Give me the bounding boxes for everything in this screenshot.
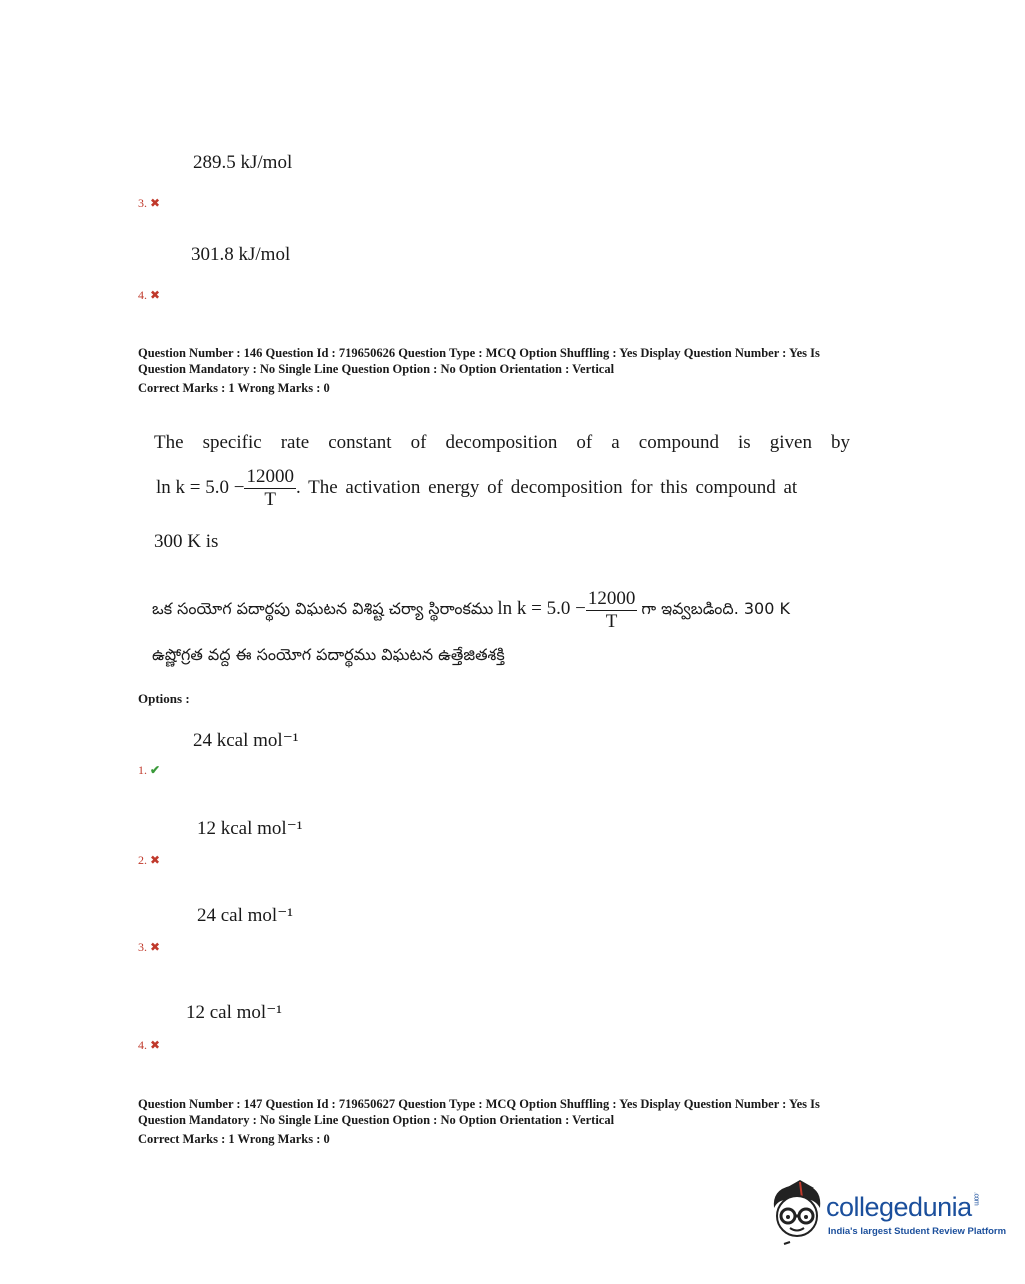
fraction-numerator: 12000 — [246, 466, 294, 487]
fraction-numerator: 12000 — [587, 588, 636, 609]
logo-name: collegedunia — [826, 1192, 972, 1222]
correct-check-icon: ✔ — [150, 763, 161, 777]
question-146-meta — [138, 345, 898, 396]
logo-tagline: India's largest Student Review Platform — [828, 1226, 1007, 1237]
fraction-denominator: T — [264, 489, 277, 510]
option-number: 2. — [138, 853, 147, 867]
meta-line-2: Question Mandatory : No Single Line Question Option : No Option Orientation : Vertical — [138, 1113, 615, 1127]
telugu-fraction — [586, 588, 638, 633]
wrong-mark-icon: ✖ — [150, 288, 161, 302]
telugu-text-b: గా ఇవ్వబడింది. 300 K — [641, 599, 790, 619]
option-2-number — [138, 853, 160, 868]
fraction-denominator: T — [605, 611, 618, 632]
collegedunia-logo — [768, 1178, 1007, 1248]
option-number: 1. — [138, 763, 147, 777]
meta-line-3: Correct Marks : 1 Wrong Marks : 0 — [138, 1132, 330, 1146]
wrong-mark-icon: ✖ — [150, 196, 161, 210]
meta-line-2: Question Mandatory : No Single Line Question Option : No Option Orientation : Vertical — [138, 362, 615, 376]
option-number: 4. — [138, 288, 147, 302]
wrong-mark-icon: ✖ — [150, 940, 161, 954]
option-2-text: 12 kcal mol⁻¹ — [197, 818, 303, 839]
question-english-line-2 — [156, 466, 856, 511]
question-telugu-line-1 — [152, 588, 872, 633]
option-1-number — [138, 763, 160, 778]
question-147-meta — [138, 1096, 898, 1147]
option-number: 3. — [138, 940, 147, 954]
question-telugu-line-2: ఉష్ణోగ్రత వద్ద ఈ సంయోగ పదార్థము విఘటన ఉత్తేజితశక్తి — [152, 645, 505, 664]
option-1-text: 24 kcal mol⁻¹ — [193, 730, 299, 751]
student-mascot-icon — [768, 1178, 826, 1248]
option-number: 4. — [138, 1038, 147, 1052]
option-4-text: 12 cal mol⁻¹ — [186, 1002, 282, 1023]
meta-line-1: Question Number : 146 Question Id : 719650626 Question Type : MCQ Option Shuffling : Yes Display Question Number : Yes Is — [138, 346, 820, 360]
fraction — [244, 466, 296, 511]
question-english-line-1: The specific rate constant of decomposition of a compound is given by — [154, 432, 850, 453]
option-3-number — [138, 940, 160, 955]
logo-wordmark — [826, 1192, 980, 1223]
prev-option-4-number — [138, 288, 160, 303]
wrong-mark-icon: ✖ — [150, 853, 161, 867]
telugu-text-a: ఒక సంయోగ పదార్థపు విఘటన విశిష్ట చర్యా స్థిరాంకము — [152, 599, 494, 619]
logo-suffix: .com — [972, 1192, 980, 1206]
options-label: Options : — [138, 691, 190, 706]
question-english-line-3: 300 K is — [154, 531, 219, 552]
option-number: 3. — [138, 196, 147, 210]
formula-lhs: ln k = 5.0 − — [156, 476, 245, 498]
prev-option-4-text: 301.8 kJ/mol — [191, 244, 291, 265]
meta-line-3: Correct Marks : 1 Wrong Marks : 0 — [138, 381, 330, 395]
prev-option-3-number — [138, 196, 160, 211]
option-3-text: 24 cal mol⁻¹ — [197, 905, 293, 926]
wrong-mark-icon: ✖ — [150, 1038, 161, 1052]
meta-line-1: Question Number : 147 Question Id : 719650627 Question Type : MCQ Option Shuffling : Yes Display Question Number : Yes Is — [138, 1097, 820, 1111]
telugu-formula: ln k = 5.0 − — [497, 598, 586, 620]
option-4-number — [138, 1038, 160, 1053]
prev-option-3-text: 289.5 kJ/mol — [193, 152, 293, 173]
english-line-2-text: . The activation energy of decomposition for this compound at — [295, 476, 798, 498]
